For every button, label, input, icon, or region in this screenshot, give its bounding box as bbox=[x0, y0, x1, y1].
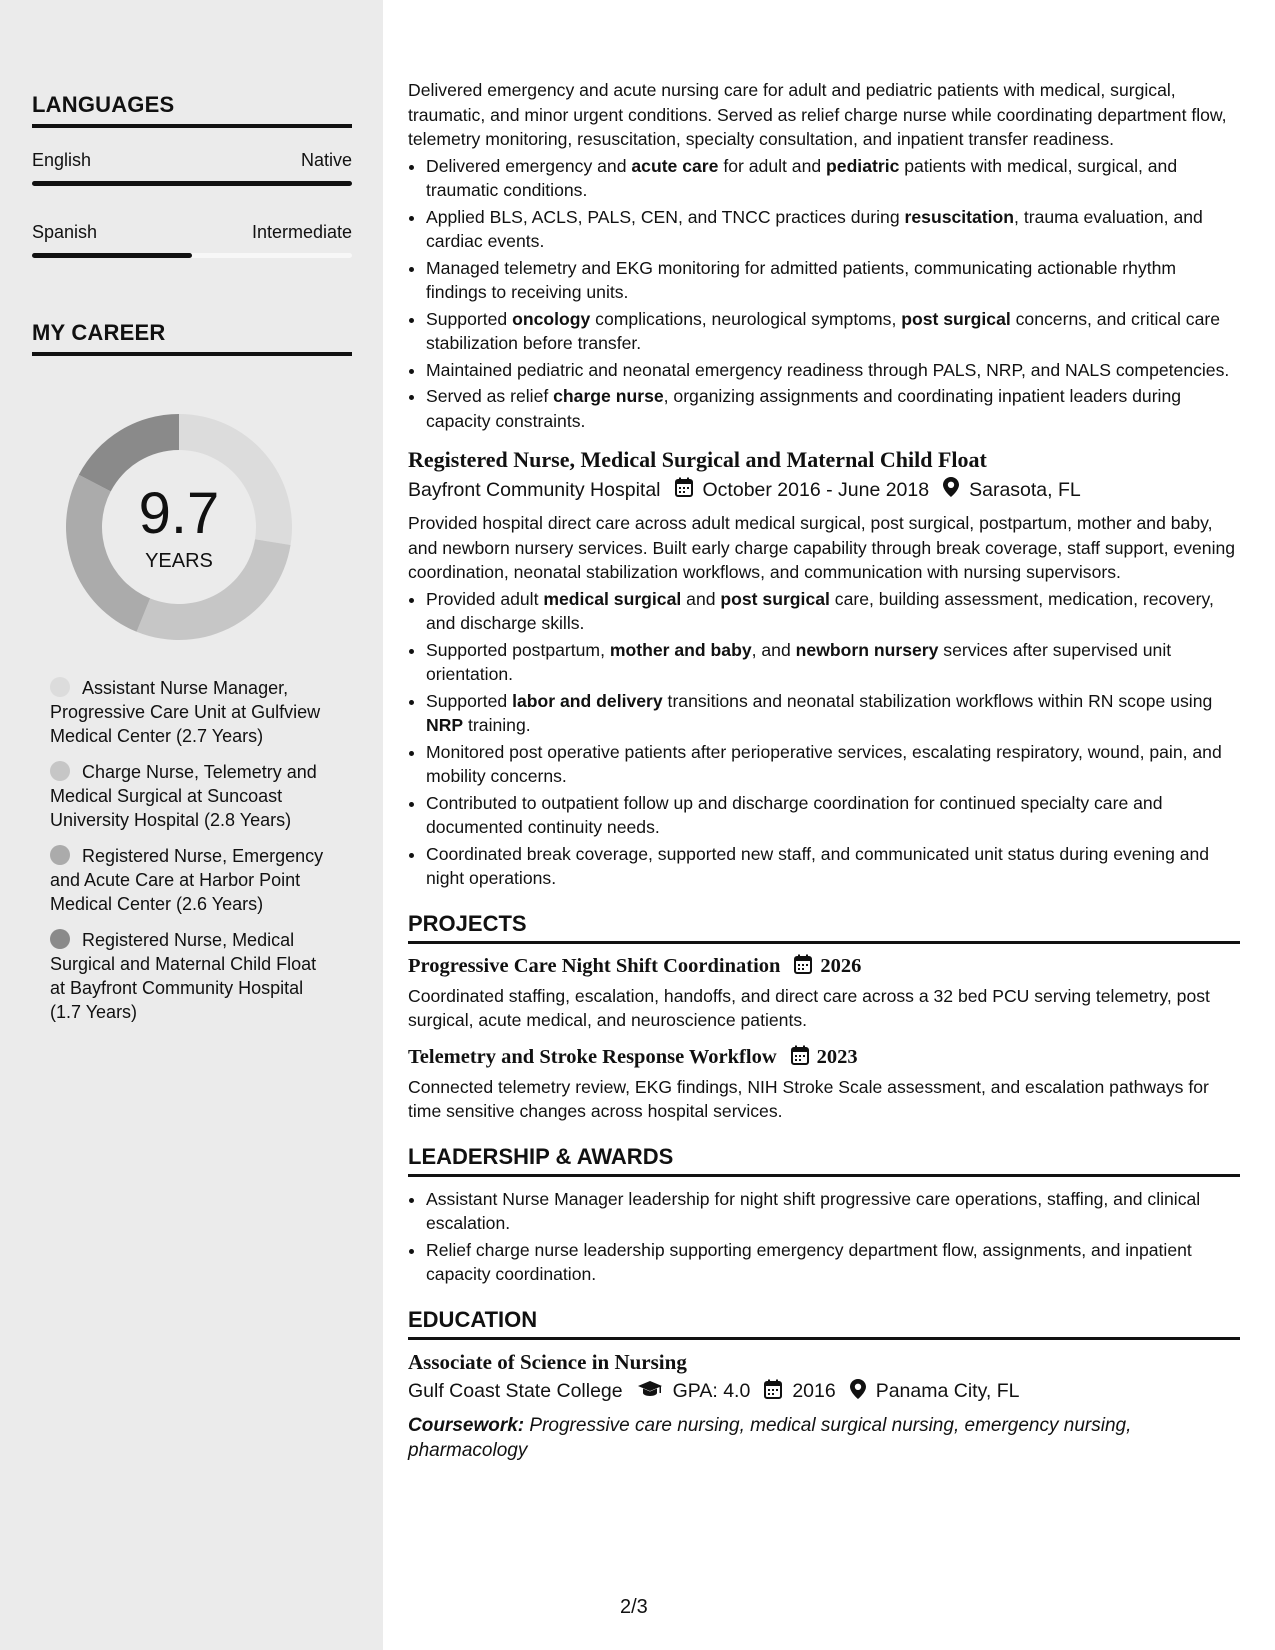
job-dates: October 2016 - June 2018 bbox=[702, 478, 930, 501]
languages-section bbox=[32, 92, 352, 258]
career-unit: YEARS bbox=[145, 550, 213, 572]
map-pin-icon bbox=[943, 477, 959, 503]
project-item bbox=[408, 1045, 1240, 1124]
project-title-row bbox=[408, 954, 1240, 980]
language-proficiency-fill bbox=[32, 253, 192, 258]
career-title: MY CAREER bbox=[32, 320, 352, 356]
education-meta bbox=[408, 1379, 1240, 1405]
legend-dot bbox=[50, 677, 70, 697]
languages-list bbox=[32, 150, 352, 258]
education-year: 2016 bbox=[792, 1380, 836, 1402]
intro-bullet: • Applied BLS, ACLS, PALS, CEN, and TNCC practices during resuscitation, trauma evaluation, and cardiac events. bbox=[426, 205, 1240, 254]
legend-dot bbox=[50, 845, 70, 865]
job-title: Registered Nurse, Medical Surgical and Maternal Child Float bbox=[408, 447, 987, 472]
language-level: Native bbox=[300, 150, 352, 170]
education-entry bbox=[408, 1350, 1240, 1463]
legend-item bbox=[50, 928, 335, 1024]
projects-title: PROJECTS bbox=[408, 911, 1240, 944]
job-employer: Bayfront Community Hospital bbox=[408, 478, 661, 501]
language-row bbox=[32, 150, 352, 171]
coursework-text: Progressive care nursing, medical surgical nursing, emergency nursing, pharmacology bbox=[408, 1414, 1132, 1461]
calendar-icon bbox=[791, 1045, 809, 1071]
leadership-list bbox=[408, 1187, 1240, 1287]
education-title: EDUCATION bbox=[408, 1307, 1240, 1340]
language-item bbox=[32, 150, 352, 186]
education-coursework bbox=[408, 1413, 1240, 1463]
language-proficiency-fill bbox=[32, 181, 352, 186]
language-name: English bbox=[32, 150, 92, 170]
graduation-cap-icon bbox=[637, 1380, 663, 1404]
projects-list bbox=[408, 954, 1240, 1124]
leadership-title: LEADERSHIP & AWARDS bbox=[408, 1144, 1240, 1177]
intro-bullets bbox=[408, 154, 1240, 434]
calendar-icon bbox=[764, 1379, 782, 1405]
main-content bbox=[408, 78, 1240, 1463]
legend-label: Registered Nurse, Medical Surgical and Maternal Child Float at Bayfront Community Hospital (1.7 Years) bbox=[50, 930, 317, 1022]
project-description: Coordinated staffing, escalation, handoffs, and direct care across a 32 bed PCU serving telemetry, post surgical, acute medical, and neuroscience patients. bbox=[408, 985, 1210, 1030]
intro-bullet: • Served as relief charge nurse, organizing assignments and coordinating inpatient leaders during capacity constraints. bbox=[426, 384, 1240, 433]
job-bullet: • Provided adult medical surgical and post surgical care, building assessment, medication, recovery, and discharge skills. bbox=[426, 587, 1240, 636]
education-gpa: GPA: 4.0 bbox=[672, 1380, 751, 1402]
education-location: Panama City, FL bbox=[875, 1380, 1020, 1402]
job-bullet: • Supported labor and delivery transitions and neonatal stabilization workflows within RN scope using NRP training. bbox=[426, 689, 1240, 738]
language-item bbox=[32, 222, 352, 258]
legend-dot bbox=[50, 761, 70, 781]
education-degree: Associate of Science in Nursing bbox=[408, 1349, 687, 1374]
intro-bullet: • Managed telemetry and EKG monitoring for admitted patients, communicating actionable rhythm findings to receiving units. bbox=[426, 256, 1240, 305]
job-location: Sarasota, FL bbox=[969, 478, 1081, 501]
language-proficiency-bar bbox=[32, 253, 352, 258]
career-donut-chart bbox=[66, 414, 292, 640]
intro-paragraph: Delivered emergency and acute nursing care for adult and pediatric patients with medical, surgical, traumatic, and minor urgent conditions. Served as relief charge nurse while coordinating department flow, telemetry monitoring, resuscitation, specialty consultation, and inpatient transfer readiness. bbox=[408, 80, 1227, 149]
project-year: 2023 bbox=[816, 1046, 858, 1068]
calendar-icon bbox=[675, 477, 693, 503]
language-level: Intermediate bbox=[251, 222, 352, 242]
legend-label: Charge Nurse, Telemetry and Medical Surgical at Suncoast University Hospital (2.8 Years) bbox=[50, 762, 317, 830]
project-title: Telemetry and Stroke Response Workflow bbox=[408, 1046, 777, 1068]
calendar-icon bbox=[794, 954, 812, 980]
job-bullet: • Supported postpartum, mother and baby, and newborn nursery services after supervised unit orientation. bbox=[426, 638, 1240, 687]
leadership-item: • Relief charge nurse leadership supporting emergency department flow, assignments, and inpatient capacity coordination. bbox=[426, 1238, 1240, 1287]
intro-bullet: • Maintained pediatric and neonatal emergency readiness through PALS, NRP, and NALS competencies. bbox=[426, 358, 1240, 383]
intro-bullet: • Delivered emergency and acute care for adult and pediatric patients with medical, surgical, and traumatic conditions. bbox=[426, 154, 1240, 203]
leadership-item: • Assistant Nurse Manager leadership for night shift progressive care operations, staffing, and clinical escalation. bbox=[426, 1187, 1240, 1236]
project-description: Connected telemetry review, EKG findings, NIH Stroke Scale assessment, and escalation pathways for time sensitive changes across hospital services. bbox=[408, 1076, 1209, 1121]
language-proficiency-bar bbox=[32, 181, 352, 186]
legend-label: Registered Nurse, Emergency and Acute Care at Harbor Point Medical Center (2.6 Years) bbox=[50, 846, 324, 914]
job-bullet: • Monitored post operative patients after perioperative services, escalating respiratory, wound, pain, and mobility concerns. bbox=[426, 740, 1240, 789]
job-bullets bbox=[408, 587, 1240, 891]
job-bullet: • Coordinated break coverage, supported new staff, and communicated unit status during evening and night operations. bbox=[426, 842, 1240, 891]
page-number: 2/3 bbox=[620, 1596, 648, 1618]
sidebar bbox=[0, 0, 383, 1650]
career-total: 9.7 bbox=[138, 481, 220, 546]
project-item bbox=[408, 954, 1240, 1033]
language-name: Spanish bbox=[32, 222, 98, 242]
job-entry bbox=[408, 447, 1240, 891]
project-title: Progressive Care Night Shift Coordination bbox=[408, 955, 781, 977]
career-section bbox=[32, 320, 352, 356]
legend-label: Assistant Nurse Manager, Progressive Care Unit at Gulfview Medical Center (2.7 Years) bbox=[50, 678, 321, 746]
job-meta bbox=[408, 477, 1240, 503]
languages-title: LANGUAGES bbox=[32, 92, 352, 128]
coursework-label: Coursework: bbox=[408, 1414, 525, 1436]
project-title-row bbox=[408, 1045, 1240, 1071]
donut-center bbox=[66, 414, 292, 640]
job-bullet: • Contributed to outpatient follow up and discharge coordination for continued specialty care and documented continuity needs. bbox=[426, 791, 1240, 840]
legend-item bbox=[50, 760, 335, 832]
map-pin-icon bbox=[850, 1379, 866, 1405]
intro-bullet: • Supported oncology complications, neurological symptoms, post surgical concerns, and critical care stabilization before transfer. bbox=[426, 307, 1240, 356]
language-row bbox=[32, 222, 352, 243]
legend-dot bbox=[50, 929, 70, 949]
legend-item bbox=[50, 676, 335, 748]
legend-item bbox=[50, 844, 335, 916]
education-school: Gulf Coast State College bbox=[408, 1380, 623, 1402]
job-summary: Provided hospital direct care across adult medical surgical, post surgical, postpartum, mother and baby, and newborn nursery services. Built early charge capability through break coverage, staff support, evening coordination, neonatal stabilization workflows, and communication with nursing supervisors. bbox=[408, 513, 1236, 582]
project-year: 2026 bbox=[820, 955, 862, 977]
career-legend bbox=[50, 676, 335, 1036]
